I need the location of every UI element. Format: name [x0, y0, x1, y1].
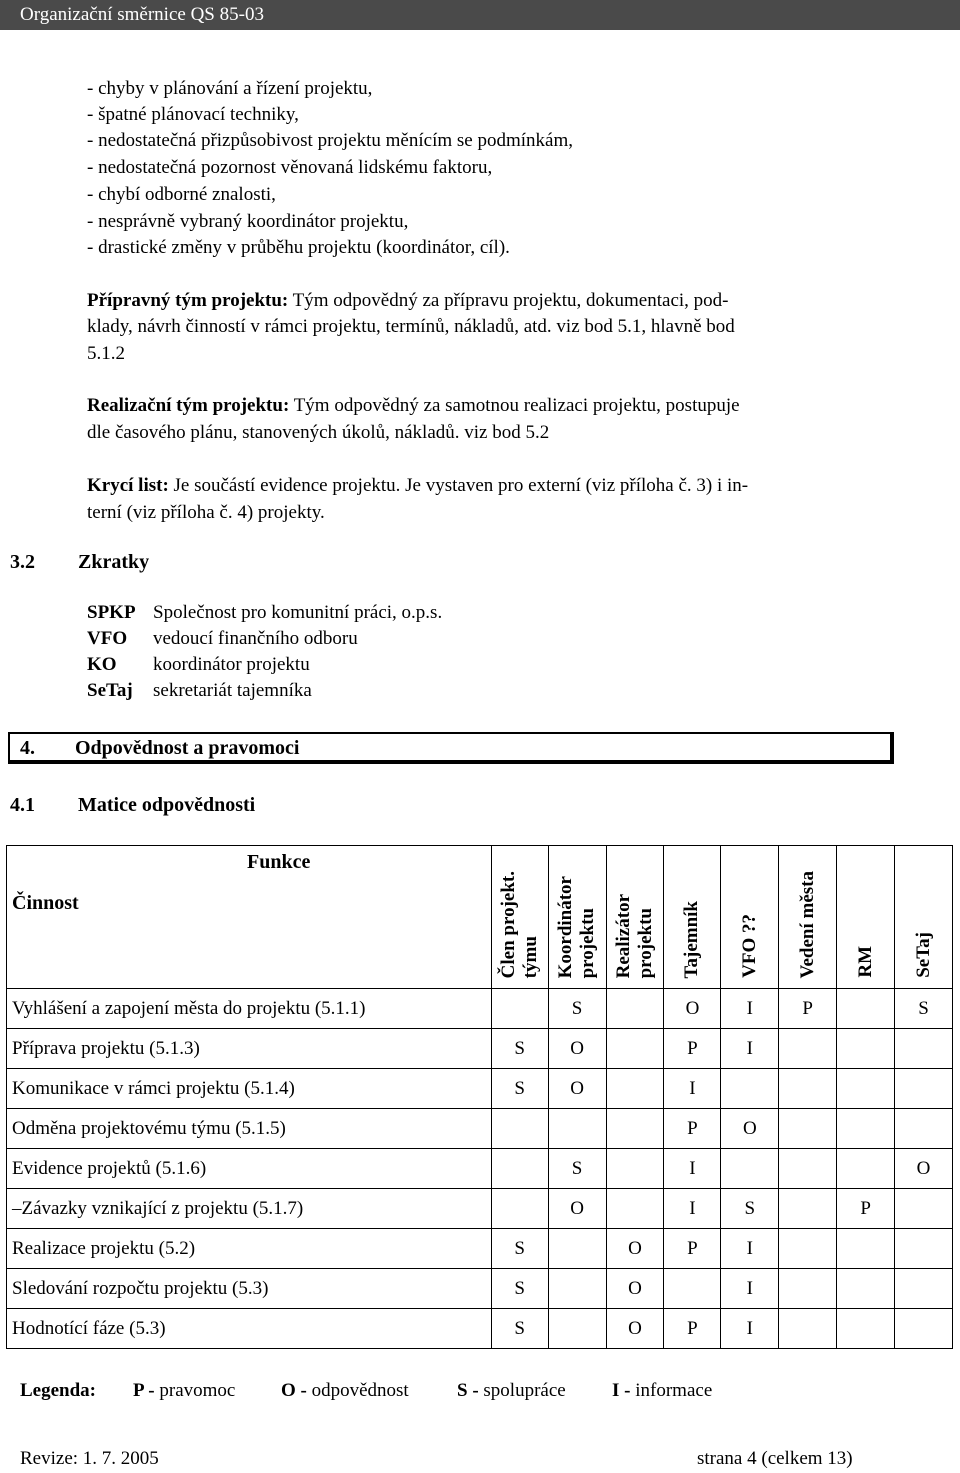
matrix-cell: P: [664, 1029, 721, 1069]
document-title: Organizační směrnice QS 85-03: [20, 4, 264, 25]
activity-cell: Sledování rozpočtu projektu (5.3): [7, 1269, 492, 1309]
table-row: [7, 989, 953, 1029]
matrix-cell: I: [721, 1309, 779, 1349]
column-header-vfo: VFO ??: [721, 846, 779, 989]
abbreviation-key: KO: [87, 654, 117, 675]
matrix-cell: [664, 1269, 721, 1309]
matrix-cell: O: [548, 1029, 606, 1069]
matrix-cell: P: [837, 1189, 895, 1229]
activity-cell: –Závazky vznikající z projektu (5.1.7): [7, 1189, 492, 1229]
matrix-cell: [895, 1109, 953, 1149]
column-header-tajemnik: Tajemník: [664, 846, 721, 989]
matrix-cell: O: [548, 1189, 606, 1229]
table-row: [7, 1029, 953, 1069]
matrix-cell: S: [491, 1029, 548, 1069]
legend-item: S - spolupráce: [457, 1380, 566, 1401]
definition-text: Tým odpovědný za samotnou realizaci projektu, postupuje: [289, 395, 740, 416]
section-number: 4.1: [10, 794, 35, 816]
matrix-cell: [895, 1069, 953, 1109]
page-number: strana 4 (celkem 13): [697, 1448, 853, 1469]
list-item: - chyby v plánování a řízení projektu,: [87, 78, 373, 99]
list-item: - drastické změny v průběhu projektu (koordinátor, cíl).: [87, 237, 510, 258]
matrix-cell: P: [664, 1229, 721, 1269]
section-4-heading: [8, 732, 894, 764]
definition-realizacni: [87, 393, 740, 419]
table-row: [7, 1069, 953, 1109]
responsibility-matrix: [6, 845, 953, 1349]
matrix-cell: P: [664, 1109, 721, 1149]
definition-text: klady, návrh činností v rámci projektu, termínů, nákladů, atd. viz bod 5.1, hlavně bod: [87, 316, 735, 337]
matrix-cell: S: [721, 1189, 779, 1229]
matrix-cell: O: [721, 1109, 779, 1149]
matrix-cell: [606, 1069, 664, 1109]
column-header-realizator: Realizátor projektu: [606, 846, 664, 989]
matrix-cell: [606, 1109, 664, 1149]
abbreviation-key: SeTaj: [87, 680, 133, 701]
definition-text: dle časového plánu, stanovených úkolů, nákladů. viz bod 5.2: [87, 422, 550, 443]
list-item: - nesprávně vybraný koordinátor projektu,: [87, 211, 409, 232]
activity-cell: Hodnotící fáze (5.3): [7, 1309, 492, 1349]
matrix-cell: I: [664, 1189, 721, 1229]
matrix-cell: [837, 1269, 895, 1309]
matrix-cell: [895, 1229, 953, 1269]
matrix-header-row: [7, 846, 953, 989]
section-3-2-heading: [10, 551, 150, 574]
matrix-cell: O: [895, 1149, 953, 1189]
legend-label: Legenda:: [20, 1380, 96, 1401]
abbreviation-value: vedoucí finančního odboru: [153, 628, 358, 649]
activity-cell: Evidence projektů (5.1.6): [7, 1149, 492, 1189]
matrix-cell: [606, 989, 664, 1029]
table-row: [7, 1269, 953, 1309]
matrix-cell: S: [548, 1149, 606, 1189]
table-row: [7, 1229, 953, 1269]
column-header-vedeni-mesta: Vedení města: [779, 846, 837, 989]
matrix-cell: [837, 1149, 895, 1189]
matrix-cell: [895, 1189, 953, 1229]
matrix-cell: O: [548, 1069, 606, 1109]
list-item: - nedostatečná pozornost věnovaná lidskému faktoru,: [87, 157, 493, 178]
matrix-cell: [606, 1149, 664, 1189]
matrix-cell: S: [491, 1229, 548, 1269]
matrix-cell: [548, 1309, 606, 1349]
matrix-cell: [779, 1109, 837, 1149]
matrix-cell: [491, 1109, 548, 1149]
matrix-cell: O: [606, 1269, 664, 1309]
matrix-cell: [895, 1309, 953, 1349]
column-header-setaj: SeTaj: [895, 846, 953, 989]
matrix-cell: I: [721, 1269, 779, 1309]
matrix-cell: I: [664, 1069, 721, 1109]
matrix-cell: O: [664, 989, 721, 1029]
matrix-cell: [721, 1149, 779, 1189]
activity-cell: Komunikace v rámci projektu (5.1.4): [7, 1069, 492, 1109]
definition-term: Realizační tým projektu:: [87, 395, 290, 416]
activity-cell: Odměna projektovému týmu (5.1.5): [7, 1109, 492, 1149]
definition-text: Je součástí evidence projektu. Je vystaven pro externí (viz příloha č. 3) i in-: [168, 475, 749, 496]
activity-cell: Vyhlášení a zapojení města do projektu (5.1.1): [7, 989, 492, 1029]
definition-text: terní (viz příloha č. 4) projekty.: [87, 502, 325, 523]
list-item: - špatné plánovací techniky,: [87, 104, 299, 125]
matrix-cell: P: [779, 989, 837, 1029]
activity-cell: Realizace projektu (5.2): [7, 1229, 492, 1269]
legend-item: O - odpovědnost: [281, 1380, 409, 1401]
table-row: [7, 1109, 953, 1149]
matrix-cell: I: [721, 1229, 779, 1269]
legend-item: I - informace: [612, 1380, 713, 1401]
definition-term: Krycí list:: [87, 475, 169, 496]
matrix-cell: [895, 1029, 953, 1069]
matrix-cell: S: [491, 1309, 548, 1349]
section-title: Odpovědnost a pravomoci: [75, 737, 300, 759]
matrix-cell: O: [606, 1229, 664, 1269]
matrix-cell: [837, 989, 895, 1029]
revision-date: Revize: 1. 7. 2005: [20, 1448, 159, 1469]
table-row: [7, 1149, 953, 1189]
matrix-cell: S: [895, 989, 953, 1029]
matrix-cell: [837, 1069, 895, 1109]
matrix-cell: S: [548, 989, 606, 1029]
column-header-clen-tymu: Člen projekt. týmu: [491, 846, 548, 989]
matrix-cell: [548, 1269, 606, 1309]
matrix-cell: O: [606, 1309, 664, 1349]
table-row: [7, 1309, 953, 1349]
activity-cell: Příprava projektu (5.1.3): [7, 1029, 492, 1069]
matrix-cell: [779, 1229, 837, 1269]
matrix-body: [7, 989, 953, 1349]
section-4-1-heading: [10, 794, 256, 817]
matrix-cell: [548, 1229, 606, 1269]
list-item: - nedostatečná přizpůsobivost projektu měnícím se podmínkám,: [87, 130, 573, 151]
abbreviation-key: SPKP: [87, 602, 136, 623]
matrix-cell: [491, 1189, 548, 1229]
list-item: - chybí odborné znalosti,: [87, 184, 276, 205]
matrix-cell: [606, 1189, 664, 1229]
document-header: [0, 0, 960, 30]
matrix-cell: I: [721, 1029, 779, 1069]
matrix-cell: [491, 989, 548, 1029]
matrix-cell: [606, 1029, 664, 1069]
abbreviation-value: sekretariát tajemníka: [153, 680, 312, 701]
legend-item: P - pravomoc: [133, 1380, 236, 1401]
column-header-rm: RM: [837, 846, 895, 989]
matrix-cell: [779, 1149, 837, 1189]
matrix-cell: [837, 1029, 895, 1069]
matrix-cell: S: [491, 1269, 548, 1309]
matrix-cell: [895, 1269, 953, 1309]
matrix-cell: [721, 1069, 779, 1109]
section-number: 4.: [20, 737, 35, 759]
definition-text: 5.1.2: [87, 343, 125, 364]
abbreviation-key: VFO: [87, 628, 128, 649]
definition-pripravny: [87, 288, 729, 314]
corner-label-cinnost: Činnost: [12, 892, 79, 914]
matrix-cell: [548, 1109, 606, 1149]
matrix-cell: [779, 1189, 837, 1229]
matrix-cell: P: [664, 1309, 721, 1349]
matrix-cell: [779, 1309, 837, 1349]
matrix-cell: I: [721, 989, 779, 1029]
matrix-cell: [779, 1269, 837, 1309]
abbreviation-value: koordinátor projektu: [153, 654, 310, 675]
definition-kryci: [87, 473, 748, 499]
abbreviation-value: Společnost pro komunitní práci, o.p.s.: [153, 602, 443, 623]
column-header-koordinator: Koordinátor projektu: [548, 846, 606, 989]
matrix-cell: I: [664, 1149, 721, 1189]
matrix-cell: [491, 1149, 548, 1189]
matrix-cell: [837, 1229, 895, 1269]
section-title: Matice odpovědnosti: [78, 794, 256, 816]
matrix-cell: [779, 1029, 837, 1069]
definition-text: Tým odpovědný za přípravu projektu, dokumentaci, pod-: [288, 290, 729, 311]
corner-label-funkce: Funkce: [247, 851, 311, 873]
matrix-cell: [779, 1069, 837, 1109]
matrix-cell: [837, 1109, 895, 1149]
matrix-cell: S: [491, 1069, 548, 1109]
table-row: [7, 1189, 953, 1229]
matrix-corner-cell: [7, 846, 492, 989]
section-title: Zkratky: [78, 551, 150, 573]
definition-term: Přípravný tým projektu:: [87, 290, 289, 311]
matrix-cell: [837, 1309, 895, 1349]
section-number: 3.2: [10, 551, 35, 573]
